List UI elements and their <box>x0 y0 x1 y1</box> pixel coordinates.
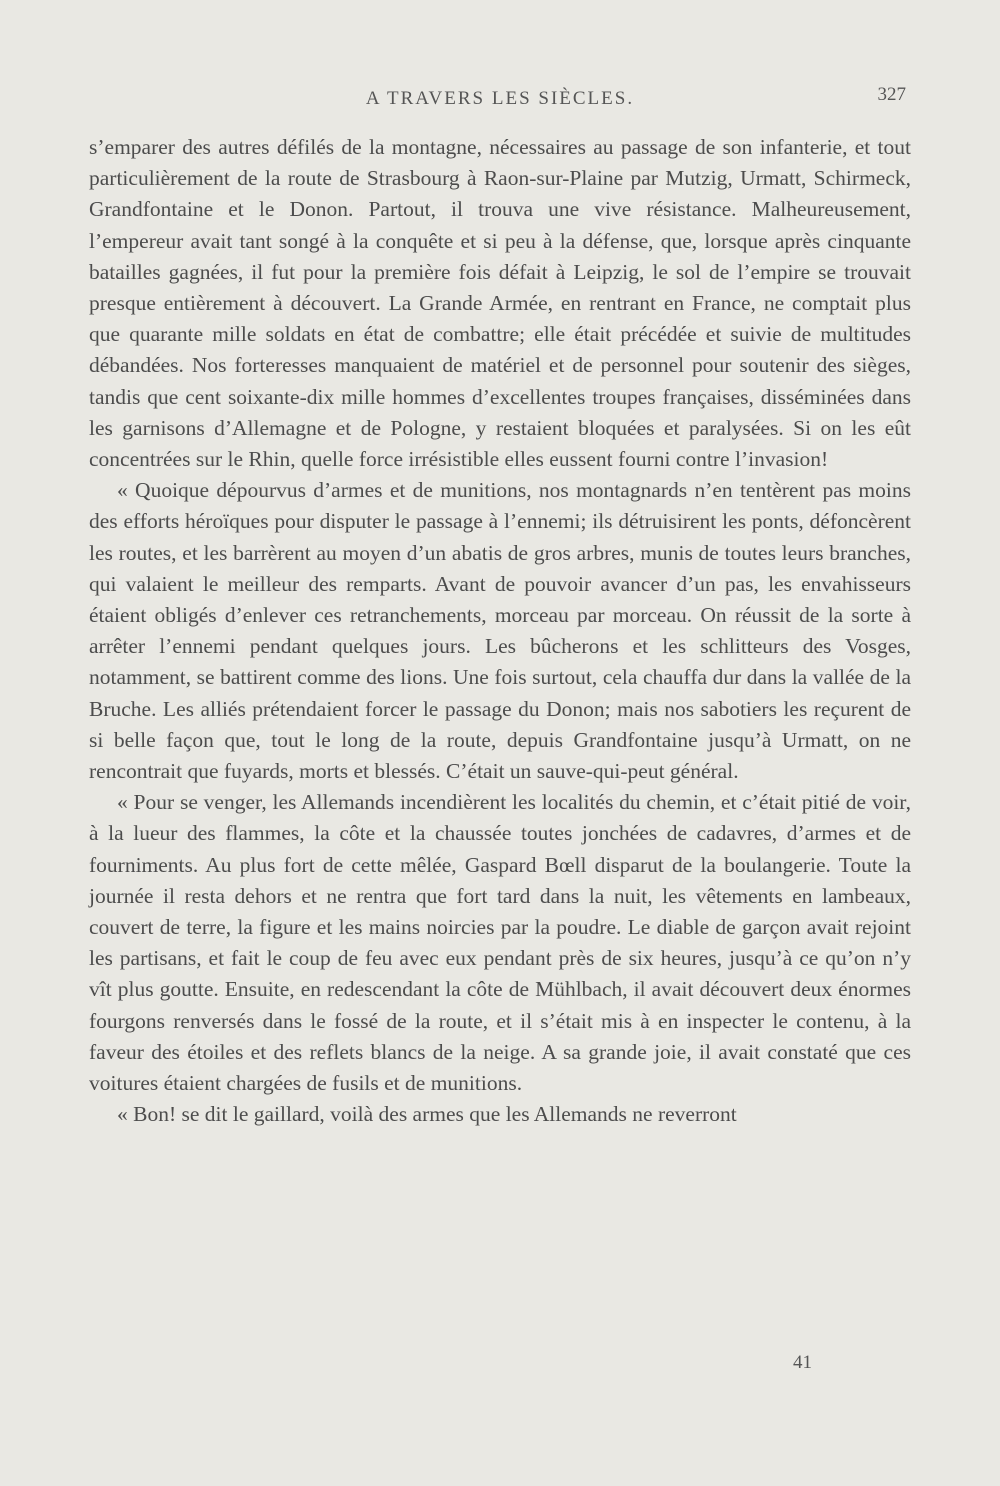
signature-mark: 41 <box>793 1352 812 1373</box>
paragraph: « Bon! se dit le gaillard, voilà des armes que les Allemands ne reverront <box>117 1102 737 1127</box>
page-number: 327 <box>877 84 906 105</box>
running-title: A TRAVERS LES SIÈCLES. <box>365 88 635 109</box>
body-text <box>89 132 911 1131</box>
paragraph: s’emparer des autres défilés de la montagne, nécessaires au passage de son infanterie, et tout particulièrement de la route de Strasbourg à Raon-sur-Plaine par Mutzig, Urmatt, Schirmeck, Grandfontaine et le Donon. Partout, il trouva une vive résistance. Malheureusement, l’empereur avait tant songé à la conquête et si peu à la défense, que, lorsque après cinquante batailles gagnées, il fut pour la première fois défait à Leipzig, le sol de l’empire se trouvait presque entièrement à découvert. La Grande Armée, en rentrant en France, ne comptait plus que quarante mille soldats en état de combattre; elle était précédée et suivie de multitudes débandées. Nos forteresses manquaient de matériel et de personnel pour soutenir des sièges, tandis que cent soixante-dix mille hommes d’excellentes troupes françaises, disséminées dans les garnisons d’Allemagne et de Pologne, y restaient bloquées et paralysées. Si on les eût concentrées sur le Rhin, quelle force irrésistible elles eussent fourni contre l’invasion! <box>89 135 911 472</box>
paragraph: « Quoique dépourvus d’armes et de munitions, nos montagnards n’en tentèrent pas moins des efforts héroïques pour disputer le passage à l’ennemi; ils détruisirent les ponts, défoncèrent les routes, et les barrèrent au moyen d’un abatis de gros arbres, munis de toutes leurs branches, qui valaient le meilleur des remparts. Avant de pouvoir avancer d’un pas, les envahisseurs étaient obligés d’enlever ces retranchements, morceau par morceau. On réussit de la sorte à arrêter l’ennemi pendant quelques jours. Les bûcherons et les schlitteurs des Vosges, notamment, se battirent comme des lions. Une fois surtout, cela chauffa dur dans la vallée de la Bruche. Les alliés prétendaient forcer le passage du Donon; mais nos sabotiers les reçurent de si belle façon que, tout le long de la route, depuis Grandfontaine jusqu’à Urmatt, on ne rencontrait que fuyards, morts et blessés. C’était un sauve-qui-peut général. <box>89 478 911 784</box>
paragraph: « Pour se venger, les Allemands incendièrent les localités du chemin, et c’était pitié de voir, à la lueur des flammes, la côte et la chaussée toutes jonchées de cadavres, d’armes et de fourniments. Au plus fort de cette mêlée, Gaspard Bœll disparut de la boulangerie. Toute la journée il resta dehors et ne rentra que fort tard dans la nuit, les vêtements en lambeaux, couvert de terre, la figure et les mains noircies par la poudre. Le diable de garçon avait rejoint les partisans, et fait le coup de feu avec eux pendant près de six heures, jusqu’à ce qu’on n’y vît plus goutte. Ensuite, en redescendant la côte de Mühlbach, il avait découvert deux énormes fourgons renversés dans le fossé de la route, et il s’était mis à en inspecter le contenu, à la faveur des étoiles et des reflets blancs de la neige. A sa grande joie, il avait constaté que ces voitures étaient chargées de fusils et de munitions. <box>89 790 911 1096</box>
